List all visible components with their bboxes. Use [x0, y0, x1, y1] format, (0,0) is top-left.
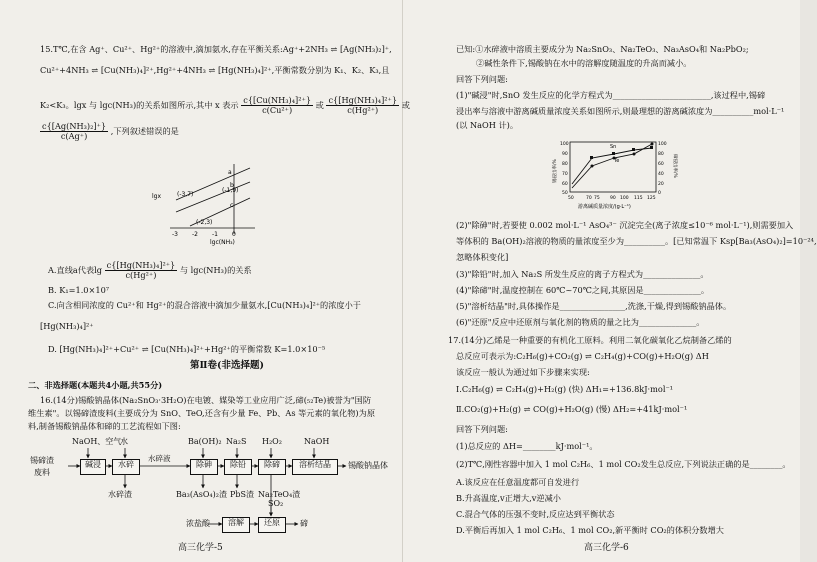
svg-text:-3: -3: [172, 231, 178, 238]
raw-material-label-1: 锡碲渣: [30, 456, 54, 465]
out-pbs: PbS渣: [230, 490, 254, 499]
q15-line4: $\frac{\text{c\{[Ag(NH₃)₂]⁺\}}}{c(Ag^+)}$ ,下列叙述错误的是: [42, 121, 179, 142]
svg-text:lgx: lgx: [152, 193, 162, 200]
svg-text:80: 80: [562, 162, 568, 167]
q15-option-d: D. [Hg(NH₃)₄]²⁺+Cu²⁺ ⇌ [Cu(NH₃)₄]²⁺+Hg²⁺的平衡常数 K=1.0×10⁻⁵: [48, 344, 326, 354]
svg-text:70: 70: [586, 196, 592, 201]
svg-text:80: 80: [658, 152, 664, 157]
input-hcl: 浓盐酸: [186, 519, 210, 528]
svg-text:40: 40: [658, 172, 664, 177]
svg-text:-2: -2: [192, 231, 198, 238]
q16-part1-line1: (1)"碱浸"时,SnO 发生反应的化学方程式为________________________,该过程中,锡碲: [456, 90, 766, 100]
svg-text:(-3,7): (-3,7): [177, 191, 194, 198]
answer-prompt-17: 回答下列问题:: [456, 424, 508, 434]
q15-line1: 15.T℃,在含 Ag⁺、Cu²⁺、Hg²⁺的溶液中,滴加氨水,存在平衡关系:Ag⁺+2NH₃ ⇌ [Ag(NH₃)₂]⁺,: [40, 44, 392, 54]
svg-text:0: 0: [658, 191, 661, 196]
input-na2s: Na₂S: [226, 437, 247, 446]
known-2: ②碱性条件下,锡酸钠在水中的溶解度随温度的升高而减小。: [476, 58, 692, 68]
svg-text:(-1,9): (-1,9): [222, 187, 239, 194]
q16-part2-line3: 忽略体积变化]: [456, 252, 509, 262]
step-remove-tellurium: 除碲: [258, 459, 286, 475]
fraction-hg: $\frac{\text{c\{[Hg(NH₃)₄]²⁺\}}}{\text{c(Hg²⁺)}}$: [328, 95, 398, 116]
q17-part1: (1)总反应的 ΔH=________kJ·mol⁻¹。: [456, 441, 598, 451]
q16-part2-line1: (2)"除砷"时,若要使 0.002 mol·L⁻¹ AsO₄³⁻ 沉淀完全(离子浓度≤10⁻⁶ mol·L⁻¹),则需要加入: [456, 220, 794, 230]
q15-line2: Cu²⁺+4NH₃ ⇌ [Cu(NH₃)₄]²⁺,Hg²⁺+4NH₃ ⇌ [Hg(NH₃)₄]²⁺,平衡常数分别为 K₁、K₂、K₃,且: [40, 65, 390, 75]
out-water-residue: 水碎渣: [108, 490, 132, 499]
q16-part6: (6)"还原"反应中还原剂与氧化剂的物质的量之比为______________。: [456, 317, 705, 327]
raw-material-label-2: 废料: [34, 468, 50, 477]
known-1: 已知:①水碎液中溶质主要成分为 Na₂SnO₃、Na₂TeO₃、Na₃AsO₄和 Na₂PbO₂;: [456, 44, 749, 54]
svg-text:100: 100: [560, 142, 569, 147]
svg-text:100: 100: [658, 142, 667, 147]
q16-part2-line2: 等体积的 Ba(OH)₂溶液的物质的量浓度至少为__________。[已知常温下 Ksp[Ba₃(AsO₄)₂]=10⁻²⁴,: [456, 236, 817, 246]
section2-title: 第Ⅱ卷(非选择题): [190, 360, 264, 371]
product-sodium-stannate: 锡酸钠晶体: [348, 461, 388, 470]
input-naoh-2: NaOH: [304, 437, 330, 446]
q17-line3: 该反应一般认为通过如下步骤来实现:: [456, 367, 590, 377]
input-so2: SO₂: [268, 499, 284, 508]
svg-text:lgc(NH₃): lgc(NH₃): [210, 239, 235, 246]
fraction-cu: $\frac{\text{c\{[Cu(NH₃)₄]²⁺\}}}{\text{c(Cu²⁺)}}$: [243, 95, 312, 116]
svg-text:(-2,3): (-2,3): [196, 219, 213, 226]
step-dissolve: 溶解: [222, 517, 250, 533]
q15-option-a: A.直线a代表lg $\frac{\text{c\{[Hg(NH₃)₄]²⁺\}}}{\text{c(Hg²⁺)}}$ 与 lgc(NH₃)的关系: [48, 260, 252, 281]
svg-text:60: 60: [658, 162, 664, 167]
q16-part1-line3: (以 NaOH 计)。: [456, 120, 519, 130]
input-water: 水: [120, 437, 128, 446]
product-tellurium: 碲: [300, 519, 308, 528]
svg-text:b: b: [230, 182, 234, 189]
q15-line3: K₂<K₃。lgx 与 lgc(NH₃)的关系如图所示,其中 x 表示 $\frac{\text{c\{[Cu(NH₃)₄]²⁺\}}}{\text{c(Cu²⁺)}}$ 或 $\frac{\text{c\{[Hg(NH₃)₄]²⁺\}}}{\text{c(Hg²⁺)}}$ 或: [40, 95, 410, 116]
footer-left: 高三化学-5: [178, 543, 223, 553]
answer-prompt-16: 回答下列问题:: [456, 74, 508, 84]
leach-rate-graph: [548, 136, 680, 212]
page-divider: [402, 0, 403, 562]
svg-text:90: 90: [562, 152, 568, 157]
q16-line1: 16.(14分)锡酸钠晶体(Na₂SnO₃·3H₂O)在电镀、媒染等工业应用广泛,碲(₅₂Te)被誉为"国防: [40, 395, 372, 405]
q15-option-c-cont: [Hg(NH₃)₄]²⁺: [40, 321, 94, 331]
q17-part2: (2)T℃,刚性容器中加入 1 mol C₂H₆、1 mol CO₂发生总反应,下列说法正确的是________。: [456, 459, 791, 469]
step-remove-lead: 除铅: [224, 459, 252, 475]
q16-line3: 料,制备锡酸钠晶体和碲的工艺流程如下图:: [28, 421, 181, 431]
q17-option-d: D.平衡后再加入 1 mol C₂H₆、1 mol CO₂,新平衡时 CO₂的体积分数增大: [456, 525, 724, 535]
input-h2o2: H₂O₂: [262, 437, 282, 446]
section2-heading: 二、非选择题(本题共4小题,共55分): [28, 380, 163, 390]
input-baoh2: Ba(OH)₂: [188, 437, 222, 446]
step-remove-arsenic: 除砷: [190, 459, 218, 475]
svg-text:a: a: [228, 169, 232, 176]
svg-text:50: 50: [568, 196, 574, 201]
out-barium-arsenate: Ba₃(AsO₄)₂渣: [176, 490, 227, 499]
mid-solution-label: 水碎液: [148, 454, 171, 463]
svg-text:游离碱质量浓度/(g·L⁻¹): 游离碱质量浓度/(g·L⁻¹): [578, 204, 631, 210]
svg-text:50: 50: [562, 191, 568, 196]
q16-part3: (3)"除铅"时,加入 Na₂S 所发生反应的离子方程式为______________。: [456, 269, 709, 279]
q17-step2: Ⅱ.CO₂(g)+H₂(g) ⇌ CO(g)+H₂O(g) (慢) ΔH₂=+41kJ·mol⁻¹: [456, 404, 688, 414]
te-series-line: [572, 144, 652, 188]
q17-option-c: C.混合气体的压强不变时,反应达到平衡状态: [456, 509, 615, 519]
q16-line2: 维生素"。以锡碲渣废料(主要成分为 SnO、TeO,还含有少量 Fe、Pb、As 等元素的氧化物)为原: [28, 408, 376, 418]
svg-text:Sn: Sn: [610, 144, 617, 150]
svg-text:Te: Te: [614, 158, 620, 164]
step-alkali-leach: 碱浸: [80, 459, 106, 475]
q17-step1: Ⅰ.C₂H₆(g) ⇌ C₂H₄(g)+H₂(g) (快) ΔH₁=+136.8kJ·mol⁻¹: [456, 384, 674, 394]
lgx-vs-lgcnh3-graph: [150, 160, 265, 246]
footer-right: 高三化学-6: [584, 543, 629, 553]
q17-option-b: B.升高温度,v正增大,v逆减小: [456, 493, 561, 503]
q17-line1: 17.(14分)乙烯是一种重要的有机化工原料。利用二氧化碳氧化乙烷制备乙烯的: [448, 335, 732, 345]
svg-text:0: 0: [232, 231, 236, 238]
q16-part4: (4)"除碲"时,温度控制在 60℃~70℃之间,其原因是______________。: [456, 285, 710, 295]
step-reduce: 还原: [258, 517, 286, 533]
q16-part1-line2: 浸出率与溶液中游离碱质量浓度关系如图所示,则最理想的游离碱浓度为__________mol·L⁻¹: [456, 106, 785, 116]
out-na2teo4: Na₂TeO₄渣: [258, 490, 301, 499]
step-crystallize: 溶析结晶: [292, 459, 338, 475]
q17-line2: 总反应可表示为:C₂H₆(g)+CO₂(g) ⇌ C₂H₄(g)+CO(g)+H₂O(g) ΔH: [456, 351, 709, 361]
input-naoh-air: NaOH、空气: [72, 437, 122, 446]
svg-text:115: 115: [634, 196, 643, 201]
fraction-ag: $\frac{\text{c\{[Ag(NH₃)₂]⁺\}}}{c(Ag^+)}$: [42, 121, 107, 142]
svg-text:75: 75: [594, 196, 600, 201]
svg-text:90: 90: [610, 196, 616, 201]
svg-text:c: c: [230, 202, 234, 209]
q16-part5: (5)"溶析结晶"时,具体操作是________________,洗涤,干燥,得到锡酸钠晶体。: [456, 301, 732, 311]
svg-text:125: 125: [647, 196, 656, 201]
svg-text:60: 60: [562, 182, 568, 187]
svg-text:20: 20: [658, 182, 664, 187]
q15-option-b: B. K₁=1.0×10⁷: [48, 285, 110, 295]
svg-text:-1: -1: [212, 231, 218, 238]
step-water-crush: 水碎: [112, 459, 140, 475]
svg-text:70: 70: [562, 172, 568, 177]
svg-text:100: 100: [620, 196, 629, 201]
svg-text:锡浸出率/%: 锡浸出率/%: [553, 159, 558, 183]
q15-option-c: C.向含相同浓度的 Cu²⁺和 Hg²⁺的混合溶液中滴加少量氨水,[Cu(NH₃)₄]²⁺的浓度小于: [48, 300, 361, 310]
q17-option-a: A.该反应在任意温度都可自发进行: [456, 477, 580, 487]
svg-text:碲浸出率/%: 碲浸出率/%: [672, 154, 677, 178]
